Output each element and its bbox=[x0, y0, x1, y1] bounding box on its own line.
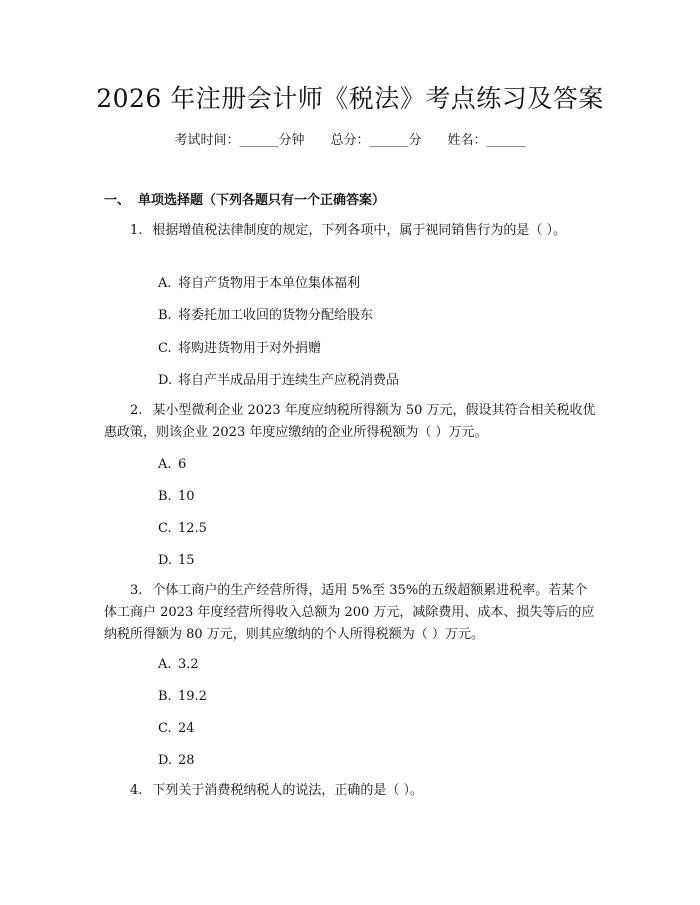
option-letter: C. bbox=[158, 341, 172, 356]
option-text: 19.2 bbox=[178, 689, 207, 704]
student-name-field: 姓名：______ bbox=[447, 133, 526, 148]
option-letter: B. bbox=[158, 308, 172, 323]
option-text: 12.5 bbox=[178, 521, 207, 536]
question-2-option-d bbox=[158, 552, 195, 570]
question-3-option-a bbox=[158, 656, 199, 674]
question-1-option-c bbox=[158, 340, 321, 358]
question-3 bbox=[104, 580, 600, 646]
question-3-option-c bbox=[158, 720, 195, 738]
question-2 bbox=[104, 400, 600, 444]
option-text: 10 bbox=[178, 489, 195, 504]
section-heading bbox=[104, 192, 385, 210]
exam-info-line bbox=[0, 132, 700, 150]
section-label: 单项选择题（下列各题只有一个正确答案） bbox=[138, 193, 386, 208]
option-letter: B. bbox=[158, 489, 172, 504]
option-text: 3.2 bbox=[178, 657, 199, 672]
document-title: 2026 年注册会计师《税法》考点练习及答案 bbox=[96, 84, 604, 113]
section-number: 一、 bbox=[104, 193, 131, 208]
question-number: 2. bbox=[130, 403, 143, 418]
option-letter: A. bbox=[158, 457, 172, 472]
option-letter: A. bbox=[158, 657, 172, 672]
question-1-option-d bbox=[158, 372, 399, 390]
option-letter: D. bbox=[158, 553, 173, 568]
exam-time-field: 考试时间：______分钟 bbox=[174, 133, 305, 148]
question-1-option-a bbox=[158, 275, 360, 293]
question-text: 某小型微利企业 2023 年度应纳税所得额为 50 万元，假设其符合相关税收优惠政策，则该企业 2023 年度应缴纳的企业所得税额为（ ）万元。 bbox=[104, 403, 596, 440]
question-text: 根据增值税法律制度的规定，下列各项中，属于视同销售行为的是（ ）。 bbox=[152, 223, 567, 238]
question-number: 1. bbox=[130, 223, 143, 238]
option-letter: C. bbox=[158, 721, 172, 736]
option-text: 15 bbox=[178, 553, 195, 568]
question-4 bbox=[104, 780, 600, 802]
question-2-option-a bbox=[158, 456, 186, 474]
question-2-option-b bbox=[158, 488, 195, 506]
question-1-option-b bbox=[158, 307, 373, 325]
option-letter: C. bbox=[158, 521, 172, 536]
question-2-option-c bbox=[158, 520, 207, 538]
question-number: 3. bbox=[130, 583, 143, 598]
total-score-field: 总分：______分 bbox=[330, 133, 422, 148]
question-number: 4. bbox=[130, 783, 143, 798]
option-letter: D. bbox=[158, 373, 173, 388]
option-text: 28 bbox=[178, 753, 195, 768]
option-letter: B. bbox=[158, 689, 172, 704]
question-3-option-b bbox=[158, 688, 207, 706]
option-text: 将委托加工收回的货物分配给股东 bbox=[178, 308, 374, 323]
question-1 bbox=[104, 220, 600, 242]
question-text: 下列关于消费税纳税人的说法，正确的是（ ）。 bbox=[152, 783, 424, 798]
option-letter: A. bbox=[158, 276, 172, 291]
option-text: 将自产半成品用于连续生产应税消费品 bbox=[178, 373, 400, 388]
question-text: 个体工商户的生产经营所得，适用 5%至 35%的五级超额累进税率。若某个体工商户 2023 年度经营所得收入总额为 200 万元，减除费用、成本、损失等后的应纳税所得额为 80 万元，则其应缴纳的个人所得税额为（ ）万元。 bbox=[104, 583, 595, 642]
question-3-option-d bbox=[158, 752, 195, 770]
option-text: 将购进货物用于对外捐赠 bbox=[178, 341, 322, 356]
option-letter: D. bbox=[158, 753, 173, 768]
option-text: 6 bbox=[178, 457, 187, 472]
option-text: 24 bbox=[178, 721, 195, 736]
option-text: 将自产货物用于本单位集体福利 bbox=[178, 276, 361, 291]
